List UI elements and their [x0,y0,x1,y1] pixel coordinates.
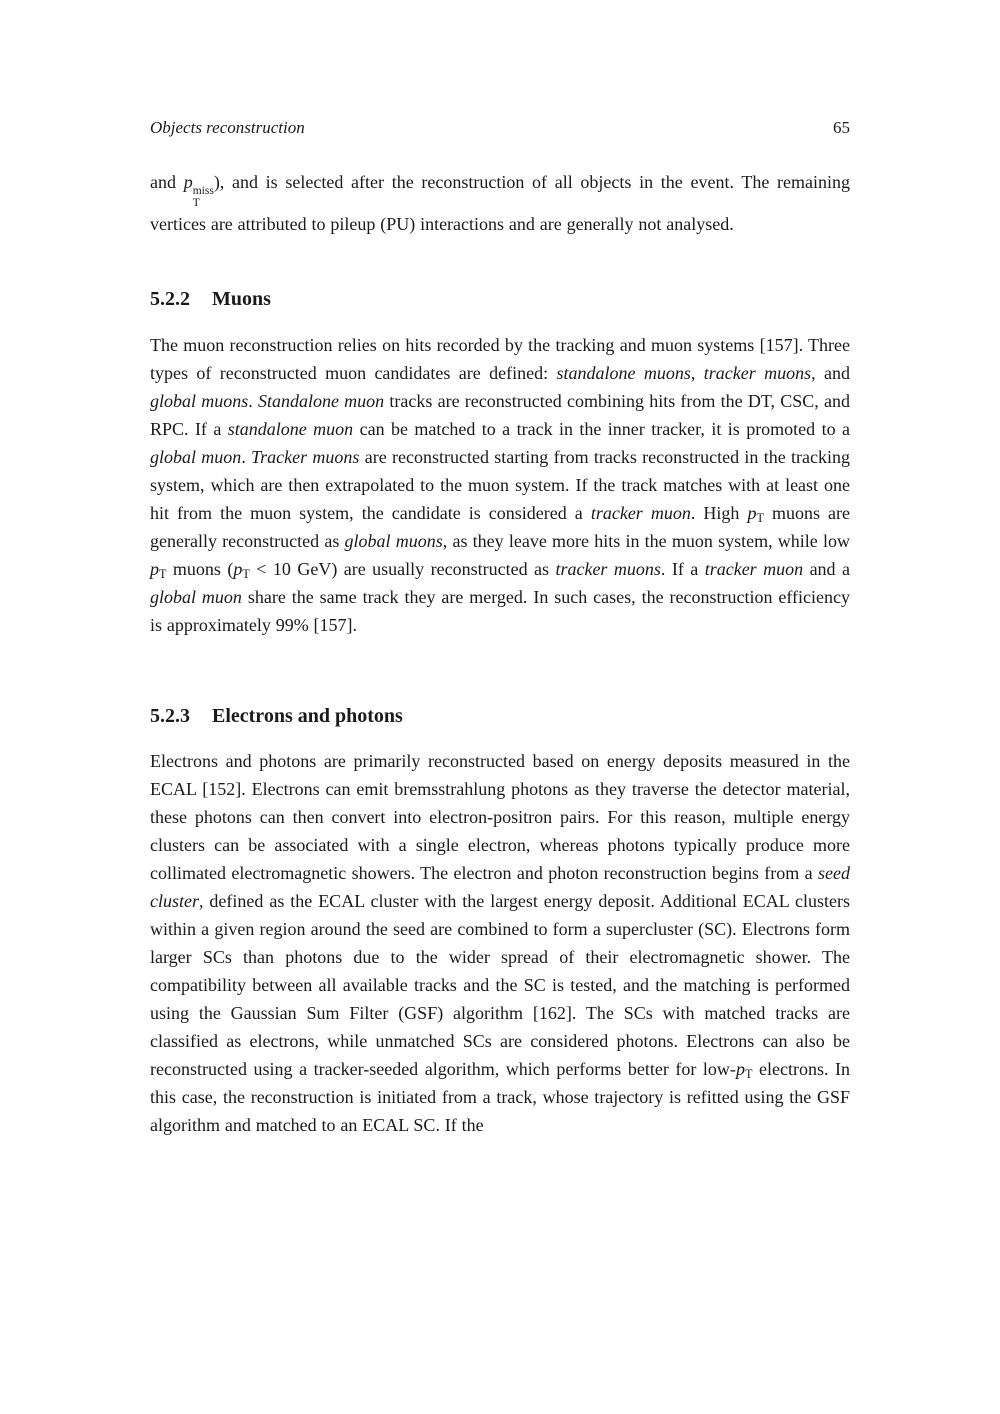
section-heading-muons [150,287,850,311]
section-title: Electrons and photons [212,705,403,727]
running-header-title: Objects reconstruction [150,118,305,137]
section-heading-electrons [150,704,850,728]
section-title: Muons [212,288,271,310]
page-number: 65 [833,118,850,137]
electrons-paragraph: Electrons and photons are primarily reconstructed based on energy deposits measured in the ECAL [152]. Electrons can emit bremsstrahlung photons as they traverse the detector material, these photons can then convert into electron-positron pairs. For this reason, multiple energy clusters can be associated with a single electron, whereas photons typically produce more collimated electromagnetic showers. The electron and photon reconstruction begins from a seed cluster, defined as the ECAL cluster with the largest energy deposit. Additional ECAL clusters within a given region around the seed are combined to form a supercluster (SC). Electrons form larger SCs than photons due to the wider spread of their electromagnetic shower. The compatibility between all available tracks and the SC is tested, and the matching is performed using the Gaussian Sum Filter (GSF) algorithm [162]. The SCs with matched tracks are classified as electrons, while unmatched SCs are considered photons. Electrons can also be reconstructed using a tracker-seeded algorithm, which performs better for low-$p_T$ electrons. In this case, the reconstruction is initiated from a track, whose trajectory is refitted using the GSF algorithm and matched to an ECAL SC. If the [150,751,850,1135]
section-number: 5.2.2 [150,288,190,310]
intro-paragraph: and p miss T ), and is selected after the reconstruction of all objects in the event. The remaining vertices are attributed to pileup (PU) interactions and are generally not analysed. [150,172,850,234]
section-number: 5.2.3 [150,705,190,727]
math-supsub: miss T [192,184,214,210]
running-header [150,118,850,138]
muons-paragraph: The muon reconstruction relies on hits recorded by the tracking and muon systems [157]. Three types of reconstructed muon candidates are defined: standalone muons, tracker muons, and global muons. Standalone muon tracks are reconstructed combining hits from the DT, CSC, and RPC. If a standalone muon can be matched to a track in the inner tracker, it is promoted to a global muon. Tracker muons are reconstructed starting from tracks reconstructed in the tracking system, which are then extrapolated to the muon system. If the track matches with at least one hit from the muon system, the candidate is considered a tracker muon. High $p_T$ muons are generally reconstructed as global muons, as they leave more hits in the muon system, while low $p_T$ muons ($p_T < 10$ GeV) are usually reconstructed as tracker muons. If a tracker muon and a global muon share the same track they are merged. In such cases, the reconstruction efficiency is approximately 99% [157]. [150,335,851,635]
